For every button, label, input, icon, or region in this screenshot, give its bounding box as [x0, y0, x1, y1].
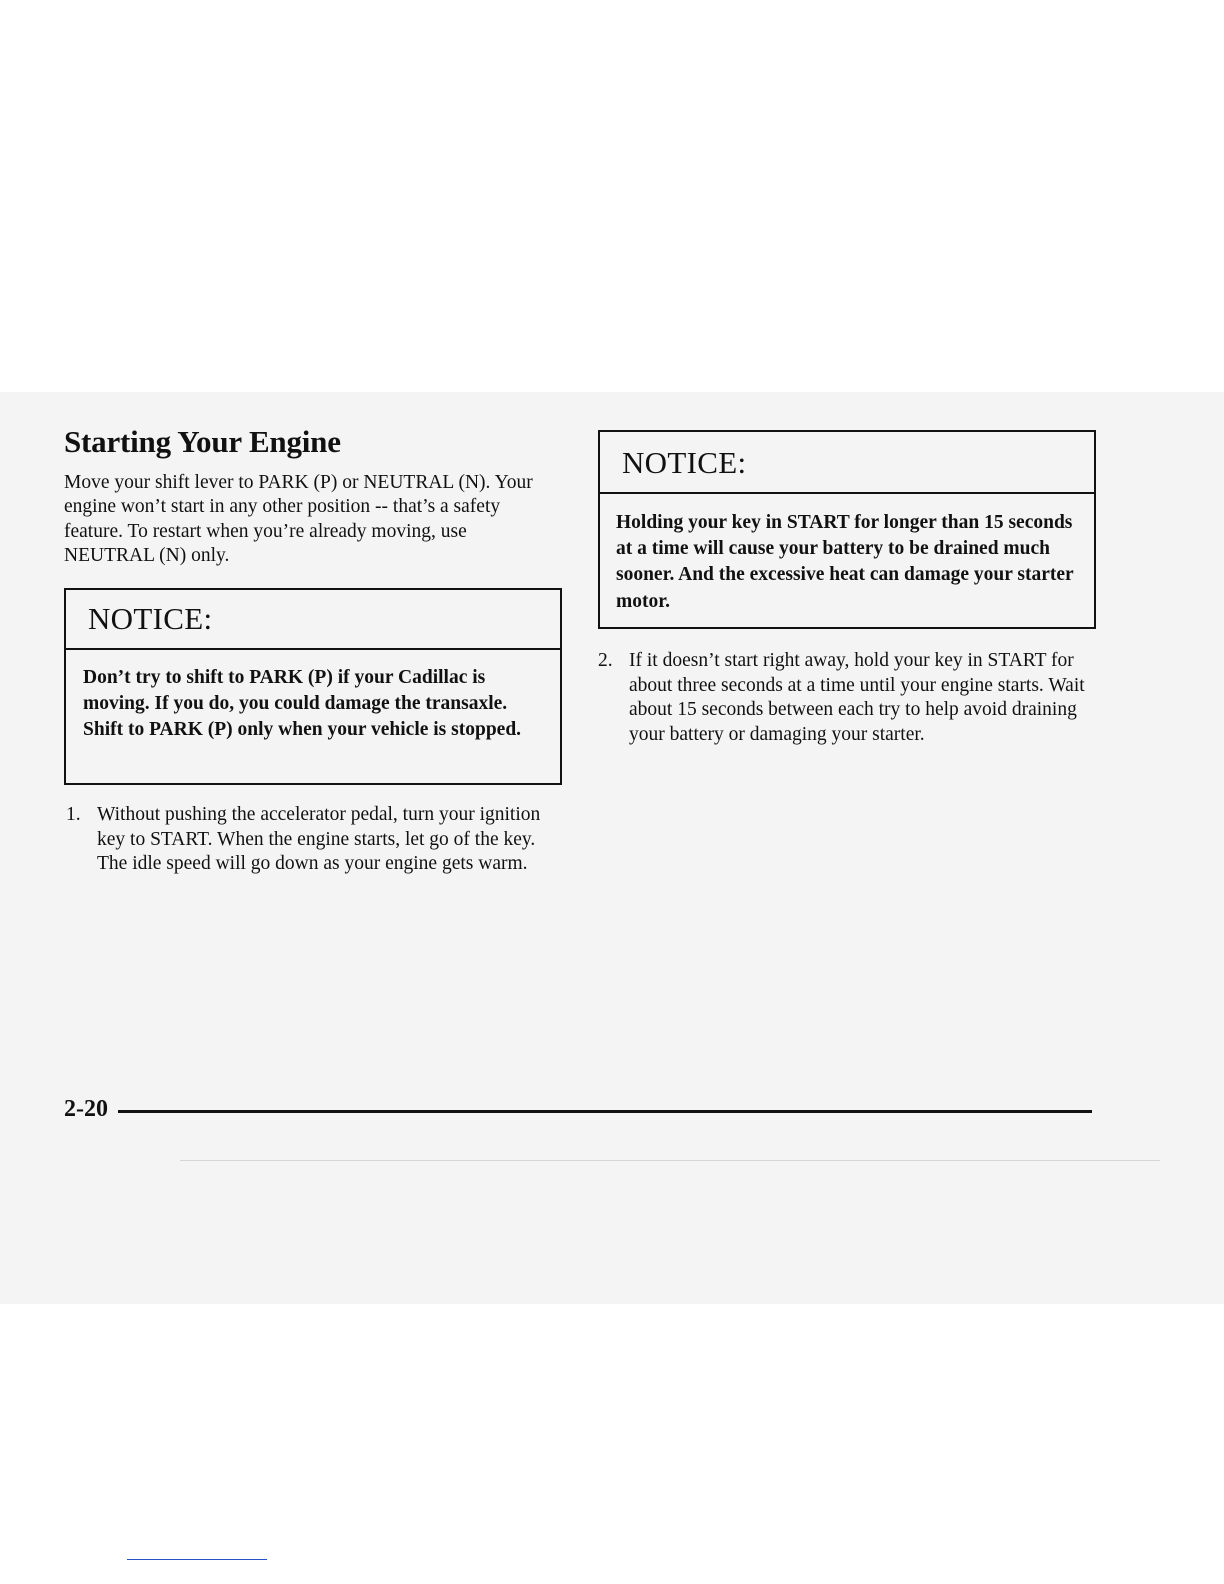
section-title: Starting Your Engine — [64, 424, 341, 459]
notice-box-shift — [64, 588, 562, 785]
notice-box-battery — [598, 430, 1096, 629]
notice-body: Don’t try to shift to PARK (P) if your Cadillac is moving. If you do, you could damage the transaxle. Shift to PARK (P) only when your vehicle is stopped. — [83, 667, 522, 741]
notice-body: Holding your key in START for longer than 15 seconds at a time will cause your battery to be drained much sooner. And the excessive heat can damage your starter motor. — [616, 512, 1074, 612]
step-number: 2. — [598, 650, 613, 671]
step-text: Without pushing the accelerator pedal, turn your ignition key to START. When the engine starts, let go of the key. The idle speed will go down as your engine gets warm. — [97, 804, 541, 874]
page-number: 2-20 — [64, 1096, 108, 1122]
scan-artifact-line — [180, 1160, 1160, 1161]
footer-rule — [118, 1110, 1092, 1113]
link-underline-artifact — [127, 1559, 267, 1560]
notice-heading: NOTICE: — [66, 590, 560, 650]
intro-paragraph: Move your shift lever to PARK (P) or NEUTRAL (N). Your engine won’t start in any other position -- that’s a safety feature. To restart when you’re already moving, use NEUTRAL (N) only. — [64, 472, 533, 567]
step-text: If it doesn’t start right away, hold your key in START for about three seconds at a time until your engine starts. Wait about 15 seconds between each try to help avoid draining your battery or damaging your starter. — [629, 650, 1085, 745]
notice-heading: NOTICE: — [600, 432, 1094, 494]
step-number: 1. — [66, 804, 81, 825]
